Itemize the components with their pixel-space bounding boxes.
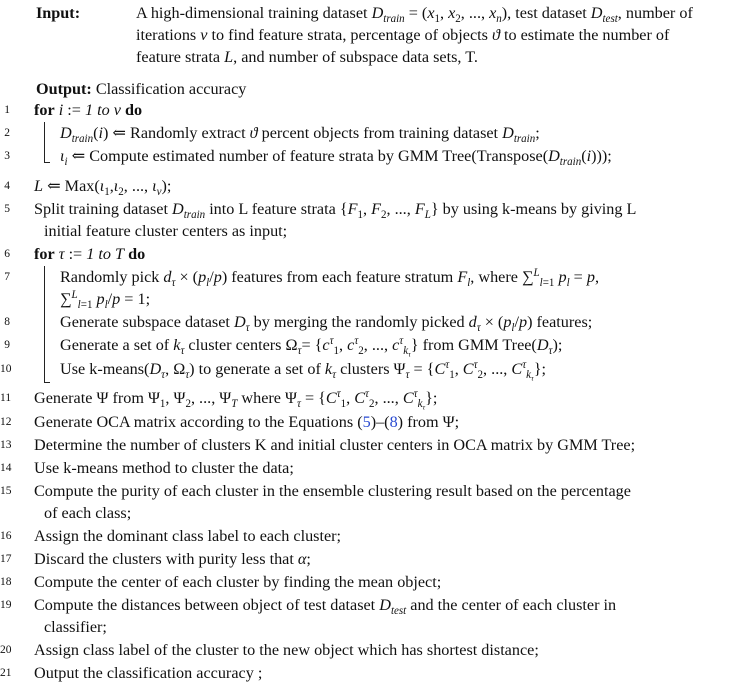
citation-link[interactable]: 5 [362,413,371,431]
algorithm-output [36,78,716,100]
output-label: Output: [36,80,92,98]
step-5a: Split training dataset $D_{train}$ into L feature strata {$F_1$, $F_2$, ..., $F_L$} by using k-means by giving L [34,200,637,221]
line-number: 11 [0,392,12,404]
step-10: Use $k-means(D_\tau$, $\Omega_\tau$) to generate a set of $k_\tau$ clusters $\Psi_\tau = \{C^\tau_1$, $C^\tau_2$, ..., $C^\tau_{k_\tau}$}; [60,358,546,383]
step-7b: ∑$^L_{l=1}$ $p_l/p = 1$; [60,288,151,311]
step-6: for τ := 1 to T do [34,245,146,263]
line-number: 14 [0,462,12,474]
step-4: L ⇐ $Max(\iota_1,\iota_2$, ..., $\iota_\nu$); [34,177,172,198]
step-1: for i := 1 to ν do [34,101,143,119]
step-13: Determine the number of clusters K and initial cluster centers in OCA matrix by GMM Tree; [34,436,636,454]
step-9: Generate a set of $k_\tau$ cluster centers $\Omega_\tau= \{c^\tau_1$, $c^\tau_2$, ..., $c^\tau_{k_\tau}$} from GMM $Tree(D_\tau)$; [60,334,563,359]
line-number: 6 [4,248,10,260]
input-label: Input: [36,4,81,22]
line-number: 2 [4,127,10,139]
line-number: 5 [4,203,10,215]
line-number: 13 [0,439,12,451]
step-15b: of each class; [44,504,132,522]
step-18: Compute the center of each cluster by finding the mean object; [34,573,442,591]
step-3: $\iota_i$ ⇐ Compute estimated number of feature strata by GMM $Tree(Transpose(D_{train}(i)))$; [60,147,612,168]
step-16: Assign the dominant class label to each cluster; [34,527,342,545]
algorithm-input [36,2,716,66]
for-block-end-1 [44,162,50,163]
step-17: Discard the clusters with purity less that α; [34,550,311,568]
output-text: Classification accuracy [95,80,247,98]
step-21: Output the classification accuracy ; [34,664,263,682]
line-number: 17 [0,553,12,565]
line-number: 4 [4,180,10,192]
line-number: 20 [0,644,12,656]
step-8: Generate subspace dataset $D_\tau$ by merging the randomly picked $d_\tau \times (p_l/p)$ features; [60,313,593,334]
step-14: Use k-means method to cluster the data; [34,459,294,477]
input-description: A high-dimensional training dataset $D_{train} = (x_1$, $x_2$, ..., $x_n$), test dataset $D_{test}$, number of iterations ν to find feature strata, percentage of objects ϑ to estimate the number of feature strata L, and number of subspace data sets, T. [136,4,693,66]
step-15a: Compute the purity of each cluster in the ensemble clustering result based on the percentage [34,482,631,500]
line-number: 1 [4,104,10,116]
citation-link[interactable]: 8 [389,413,398,431]
for-block-bar-2 [44,266,45,382]
line-number: 8 [4,316,10,328]
for-block-end-2 [44,382,50,383]
line-number: 19 [0,599,12,611]
step-20: Assign class label of the cluster to the new object which has shortest distance; [34,641,539,659]
line-number: 10 [0,363,12,375]
line-number: 18 [0,576,12,588]
line-number: 16 [0,530,12,542]
for-block-bar-1 [44,122,45,162]
step-19b: classifier; [44,618,107,636]
line-number: 21 [0,667,12,679]
step-5b: initial feature cluster centers as input; [44,222,288,240]
line-number: 12 [0,416,12,428]
line-number: 15 [0,485,12,497]
step-12: Generate OCA matrix according to the Equations (5)–(8) from Ψ; [34,413,460,431]
line-number: 7 [4,271,10,283]
step-7a: Randomly pick $d_\tau \times (p_l/p)$ features from each feature stratum $F_l$, where ∑$^L_{l=1}$ $p_l = p$, [60,266,599,289]
step-19a: Compute the distances between object of test dataset $D_{test}$ and the center of each cluster in [34,596,617,617]
line-number: 9 [4,339,10,351]
step-11: Generate Ψ from $\Psi_1$, $\Psi_2$, ..., $\Psi_T$ where $\Psi_\tau = \{C^\tau_1$, $C^\tau_2$, ..., $C^\tau_{k_\tau}$}; [34,387,438,412]
line-number: 3 [4,150,10,162]
step-2: $D_{train}(i)$ ⇐ Randomly extract ϑ percent objects from training dataset $D_{train}$; [60,124,540,145]
